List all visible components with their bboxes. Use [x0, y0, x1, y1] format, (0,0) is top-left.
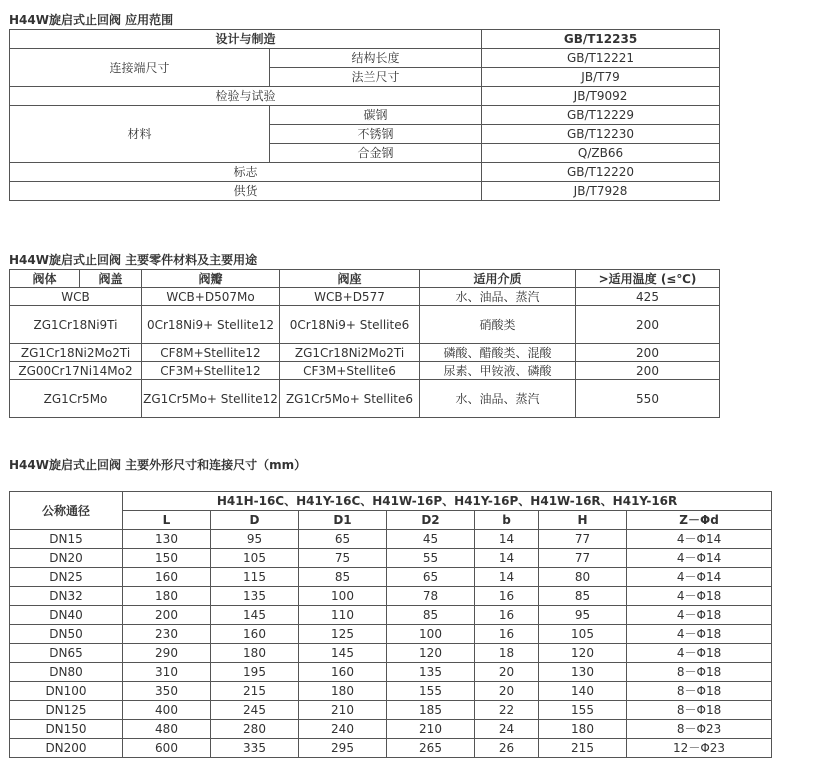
cell-temp: 200	[576, 344, 720, 362]
cell-dimension: 14	[475, 568, 539, 587]
cell-disc: CF8M+Stellite12	[142, 344, 280, 362]
cell-dimension: 245	[211, 701, 299, 720]
cell-dimension: 12－Φ23	[627, 739, 772, 758]
cell-dimension: 85	[299, 568, 387, 587]
cell-dimension: 135	[387, 663, 475, 682]
cell-dimension: 75	[299, 549, 387, 568]
cell-nominal-size: DN20	[10, 549, 123, 568]
header-temp: >适用温度 (≤℃)	[576, 270, 720, 288]
cell-disc: ZG1Cr5Mo+ Stellite12	[142, 380, 280, 418]
cell-dimension: 180	[123, 587, 211, 606]
cell-disc: WCB+D507Mo	[142, 288, 280, 306]
cell-dimension: 4－Φ14	[627, 530, 772, 549]
cell-dimension: 150	[123, 549, 211, 568]
cell-nominal-size: DN80	[10, 663, 123, 682]
section3-title: H44W旋启式止回阀 主要外形尺寸和连接尺寸（mm）	[9, 458, 307, 472]
cell-dimension: 210	[387, 720, 475, 739]
dimensions-table	[9, 491, 772, 758]
cell-dimension: 4－Φ18	[627, 625, 772, 644]
header-D1: D1	[299, 511, 387, 530]
conn-value: JB/T79	[482, 68, 720, 87]
table-row	[10, 380, 720, 418]
header-cover: 阀盖	[80, 270, 142, 288]
table-row	[10, 163, 720, 182]
table-row	[10, 587, 772, 606]
table-row	[10, 720, 772, 739]
cell-dimension: 110	[299, 606, 387, 625]
material-name: 不锈钢	[270, 125, 482, 144]
cell-dimension: 180	[211, 644, 299, 663]
cell-dimension: 160	[123, 568, 211, 587]
conn-value: GB/T12221	[482, 49, 720, 68]
design-value: GB/T12235	[482, 30, 720, 49]
cell-dimension: 290	[123, 644, 211, 663]
cell-dimension: 240	[299, 720, 387, 739]
header-Z-d: Z－Φd	[627, 511, 772, 530]
table-row	[10, 182, 720, 201]
cell-dimension: 180	[299, 682, 387, 701]
cell-dimension: 24	[475, 720, 539, 739]
cell-dimension: 120	[539, 644, 627, 663]
cell-dimension: 280	[211, 720, 299, 739]
cell-disc: CF3M+Stellite12	[142, 362, 280, 380]
cell-dimension: 4－Φ14	[627, 549, 772, 568]
cell-nominal-size: DN65	[10, 644, 123, 663]
table-row	[10, 663, 772, 682]
cell-dimension: 77	[539, 549, 627, 568]
cell-nominal-size: DN200	[10, 739, 123, 758]
cell-dimension: 140	[539, 682, 627, 701]
cell-dimension: 14	[475, 549, 539, 568]
cell-dimension: 4－Φ18	[627, 587, 772, 606]
cell-body: WCB	[10, 288, 142, 306]
material-value: GB/T12230	[482, 125, 720, 144]
cell-dimension: 155	[539, 701, 627, 720]
cell-nominal-size: DN100	[10, 682, 123, 701]
cell-dimension: 85	[539, 587, 627, 606]
cell-dimension: 155	[387, 682, 475, 701]
cell-dimension: 295	[299, 739, 387, 758]
cell-dimension: 160	[299, 663, 387, 682]
cell-nominal-size: DN150	[10, 720, 123, 739]
cell-dimension: 20	[475, 682, 539, 701]
cell-dimension: 20	[475, 663, 539, 682]
cell-dimension: 195	[211, 663, 299, 682]
design-label: 设计与制造	[10, 30, 482, 49]
table-row	[10, 606, 772, 625]
conn-label: 连接端尺寸	[10, 49, 270, 87]
cell-dimension: 65	[299, 530, 387, 549]
cell-nominal-size: DN32	[10, 587, 123, 606]
table-row	[10, 87, 720, 106]
table-row	[10, 682, 772, 701]
cell-dimension: 350	[123, 682, 211, 701]
cell-disc: 0Cr18Ni9+ Stellite12	[142, 306, 280, 344]
cell-dimension: 200	[123, 606, 211, 625]
cell-dimension: 145	[299, 644, 387, 663]
cell-temp: 200	[576, 362, 720, 380]
cell-body: ZG00Cr17Ni14Mo2	[10, 362, 142, 380]
cell-medium: 水、油品、蒸汽	[420, 380, 576, 418]
table-row	[10, 625, 772, 644]
header-H: H	[539, 511, 627, 530]
cell-dimension: 400	[123, 701, 211, 720]
cell-nominal-size: DN25	[10, 568, 123, 587]
cell-dimension: 80	[539, 568, 627, 587]
cell-body: ZG1Cr18Ni9Ti	[10, 306, 142, 344]
table-row	[10, 549, 772, 568]
header-D2: D2	[387, 511, 475, 530]
cell-dimension: 8－Φ23	[627, 720, 772, 739]
table-row	[10, 701, 772, 720]
material-name: 合金钢	[270, 144, 482, 163]
cell-dimension: 310	[123, 663, 211, 682]
cell-dimension: 77	[539, 530, 627, 549]
cell-dimension: 135	[211, 587, 299, 606]
cell-dimension: 95	[211, 530, 299, 549]
cell-temp: 200	[576, 306, 720, 344]
cell-body: ZG1Cr18Ni2Mo2Ti	[10, 344, 142, 362]
cell-dimension: 600	[123, 739, 211, 758]
cell-dimension: 120	[387, 644, 475, 663]
cell-nominal-size: DN125	[10, 701, 123, 720]
cell-dimension: 335	[211, 739, 299, 758]
header-medium: 适用介质	[420, 270, 576, 288]
table-row	[10, 49, 720, 68]
table-row	[10, 30, 720, 49]
cell-dimension: 55	[387, 549, 475, 568]
section1-title: H44W旋启式止回阀 应用范围	[9, 13, 174, 27]
cell-dimension: 100	[387, 625, 475, 644]
table-row	[10, 739, 772, 758]
material-value: Q/ZB66	[482, 144, 720, 163]
cell-nominal-size: DN40	[10, 606, 123, 625]
cell-temp: 425	[576, 288, 720, 306]
cell-dimension: 45	[387, 530, 475, 549]
cell-dimension: 215	[539, 739, 627, 758]
table-row	[10, 530, 772, 549]
cell-dimension: 180	[539, 720, 627, 739]
cell-nominal-size: DN50	[10, 625, 123, 644]
cell-dimension: 14	[475, 530, 539, 549]
cell-dimension: 265	[387, 739, 475, 758]
header-seat: 阀座	[280, 270, 420, 288]
cell-dimension: 8－Φ18	[627, 682, 772, 701]
header-disc: 阀瓣	[142, 270, 280, 288]
cell-body: ZG1Cr5Mo	[10, 380, 142, 418]
table-header-row	[10, 270, 720, 288]
cell-dimension: 125	[299, 625, 387, 644]
cell-dimension: 65	[387, 568, 475, 587]
cell-dimension: 100	[299, 587, 387, 606]
cell-dimension: 210	[299, 701, 387, 720]
cell-dimension: 16	[475, 625, 539, 644]
cell-seat: 0Cr18Ni9+ Stellite6	[280, 306, 420, 344]
cell-dimension: 105	[211, 549, 299, 568]
cell-medium: 水、油品、蒸汽	[420, 288, 576, 306]
table-row	[10, 568, 772, 587]
table-row	[10, 306, 720, 344]
cell-dimension: 16	[475, 606, 539, 625]
cell-dimension: 230	[123, 625, 211, 644]
header-nominal-size: 公称通径	[10, 492, 123, 530]
cell-dimension: 18	[475, 644, 539, 663]
cell-dimension: 115	[211, 568, 299, 587]
cell-dimension: 85	[387, 606, 475, 625]
inspect-value: JB/T9092	[482, 87, 720, 106]
cell-dimension: 215	[211, 682, 299, 701]
header-b: b	[475, 511, 539, 530]
cell-dimension: 26	[475, 739, 539, 758]
supply-value: JB/T7928	[482, 182, 720, 201]
section2-title: H44W旋启式止回阀 主要零件材料及主要用途	[9, 253, 258, 267]
cell-temp: 550	[576, 380, 720, 418]
cell-medium: 磷酸、醋酸类、混酸	[420, 344, 576, 362]
table-row	[10, 288, 720, 306]
cell-seat: WCB+D577	[280, 288, 420, 306]
conn-name: 法兰尺寸	[270, 68, 482, 87]
table-row	[10, 106, 720, 125]
header-L: L	[123, 511, 211, 530]
parts-material-table	[9, 269, 720, 418]
cell-dimension: 4－Φ14	[627, 568, 772, 587]
header-model-list: H41H-16C、H41Y-16C、H41W-16P、H41Y-16P、H41W-16R、H41Y-16R	[123, 492, 772, 511]
cell-dimension: 105	[539, 625, 627, 644]
cell-medium: 尿素、甲铵液、磷酸	[420, 362, 576, 380]
cell-seat: ZG1Cr5Mo+ Stellite6	[280, 380, 420, 418]
cell-dimension: 130	[123, 530, 211, 549]
cell-dimension: 22	[475, 701, 539, 720]
cell-dimension: 130	[539, 663, 627, 682]
cell-dimension: 95	[539, 606, 627, 625]
cell-dimension: 160	[211, 625, 299, 644]
conn-name: 结构长度	[270, 49, 482, 68]
header-body: 阀体	[10, 270, 80, 288]
material-value: GB/T12229	[482, 106, 720, 125]
table-row	[10, 344, 720, 362]
cell-dimension: 185	[387, 701, 475, 720]
cell-medium: 硝酸类	[420, 306, 576, 344]
table-row	[10, 644, 772, 663]
supply-label: 供货	[10, 182, 482, 201]
cell-dimension: 8－Φ18	[627, 663, 772, 682]
cell-dimension: 145	[211, 606, 299, 625]
application-scope-table	[9, 29, 720, 201]
cell-seat: CF3M+Stellite6	[280, 362, 420, 380]
table-header-row	[10, 511, 772, 530]
cell-dimension: 78	[387, 587, 475, 606]
cell-dimension: 16	[475, 587, 539, 606]
cell-dimension: 4－Φ18	[627, 606, 772, 625]
mark-label: 标志	[10, 163, 482, 182]
header-D: D	[211, 511, 299, 530]
cell-dimension: 4－Φ18	[627, 644, 772, 663]
cell-seat: ZG1Cr18Ni2Mo2Ti	[280, 344, 420, 362]
mark-value: GB/T12220	[482, 163, 720, 182]
dimensions-body	[10, 530, 772, 758]
material-name: 碳钢	[270, 106, 482, 125]
cell-nominal-size: DN15	[10, 530, 123, 549]
inspect-label: 检验与试验	[10, 87, 482, 106]
cell-dimension: 8－Φ18	[627, 701, 772, 720]
cell-dimension: 480	[123, 720, 211, 739]
table-header-row	[10, 492, 772, 511]
material-label: 材料	[10, 106, 270, 163]
table-row	[10, 362, 720, 380]
